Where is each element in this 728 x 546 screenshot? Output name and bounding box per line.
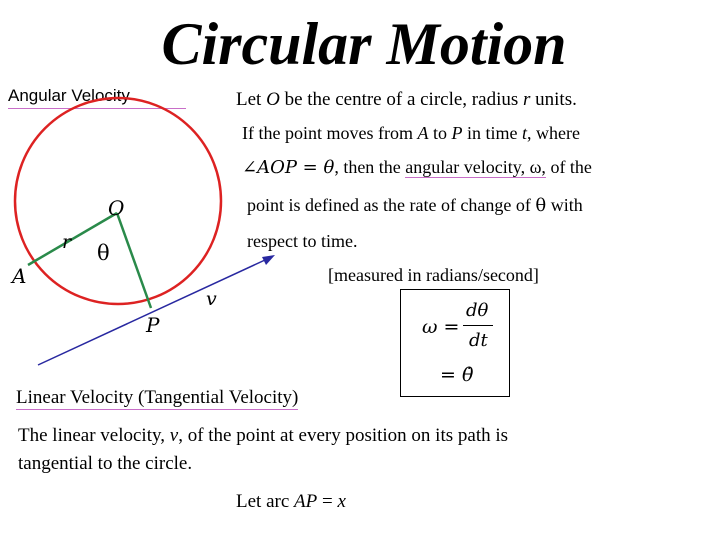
formula-denominator: dt xyxy=(469,330,488,351)
linear-para-line-1 xyxy=(18,424,508,448)
angular-velocity-heading: Angular Velocity xyxy=(8,84,186,109)
linear-para-line-2: tangential to the circle. xyxy=(18,453,193,474)
text-ap: AP xyxy=(294,491,318,512)
text-o: O xyxy=(266,89,280,110)
text-pre: The linear velocity, xyxy=(18,425,166,446)
radius-op xyxy=(117,213,151,308)
text-end: units. xyxy=(535,89,577,110)
label-o: O xyxy=(108,196,125,220)
label-p: P xyxy=(146,313,160,337)
arc-line xyxy=(236,490,346,514)
text-end: , where xyxy=(527,123,580,143)
text-mid: , of the point at every position on its path is xyxy=(178,425,509,446)
text-pre: If the point moves from xyxy=(242,123,413,143)
linear-velocity-heading: Linear Velocity (Tangential Velocity) xyxy=(16,387,299,408)
tangent-arrowhead xyxy=(262,255,275,265)
label-a: A xyxy=(12,264,27,288)
text-t: t xyxy=(521,123,527,143)
fraction-bar xyxy=(463,325,493,326)
formula-theta-dot: = θ̇ xyxy=(440,364,474,386)
text-let-arc: Let arc xyxy=(236,491,290,512)
angle-aop: ∠AOP = θ xyxy=(242,157,335,178)
text-x: x xyxy=(337,491,346,512)
text-v: v xyxy=(169,425,179,446)
para-line-3 xyxy=(242,155,592,180)
text-let: Let xyxy=(236,89,262,110)
label-theta: θ xyxy=(97,241,110,265)
formula-omega: ω = xyxy=(422,316,460,338)
text-r: r xyxy=(523,89,531,110)
text-eq: = xyxy=(321,491,333,512)
text-to: to xyxy=(432,123,447,143)
para-line-4 xyxy=(247,193,583,218)
text-in: in time xyxy=(466,123,518,143)
text-a: A xyxy=(417,123,429,143)
page-title: Circular Motion xyxy=(161,11,567,77)
text-p: P xyxy=(451,123,463,143)
para-line-5: respect to time. xyxy=(247,231,358,251)
formula-numerator: dθ xyxy=(466,300,489,321)
text-rate: point is defined as the rate of change of xyxy=(247,195,531,215)
text-mid: be the centre of a circle, radius xyxy=(284,89,519,110)
angular-velocity-term: angular velocity, ω, xyxy=(405,157,546,177)
text-end: with xyxy=(550,195,583,215)
text-theta: θ xyxy=(535,195,547,216)
label-v: v xyxy=(206,288,217,310)
para-line-2 xyxy=(242,121,580,145)
units-note: [measured in radians/second] xyxy=(328,265,539,285)
text-then: , then the xyxy=(334,157,401,177)
label-r: r xyxy=(62,231,72,253)
para-line-1 xyxy=(236,88,577,112)
text-end: of the xyxy=(550,157,592,177)
